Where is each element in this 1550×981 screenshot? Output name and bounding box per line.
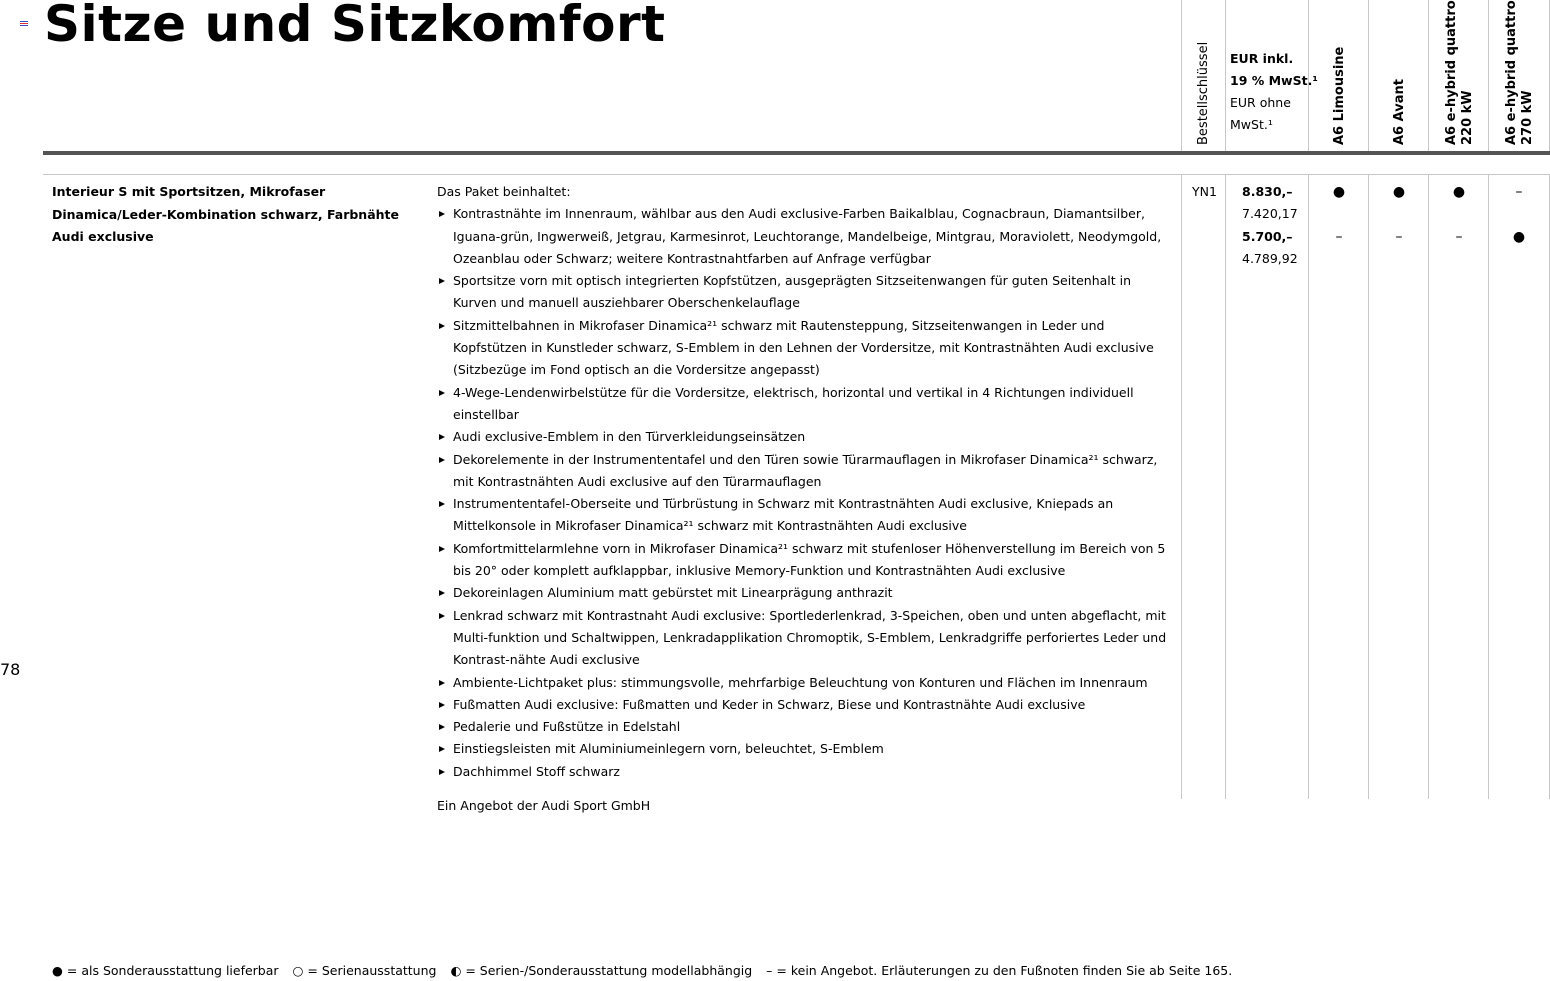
list-item: Kontrastnähte im Innenraum, wählbar aus den Audi exclusive-Farben Baikalblau, Cognacbraun, Diamantsilber, Iguana-grün, Ingwerweiß, Jetgrau, Karmesinrot, Leuchtorange, Mandelbeige, Mintgrau, Moraviolett, Neodymgold, Ozeanblau oder Schwarz; weitere Kontrastnahtfarben auf Anfrage verfügbar — [437, 203, 1177, 270]
color-marker-icon — [20, 21, 28, 27]
legend-optional: ● = als Sonderausstattung lieferbar — [52, 963, 279, 978]
legend-model-dependent: ◐ = Serien-/Sonderausstattung modellabhängig — [450, 963, 753, 978]
header-model-a6-ehybrid-220: A6 e-hybrid quattro 220 kW — [1444, 0, 1475, 145]
header-price-incl-1: EUR inkl. — [1230, 51, 1294, 66]
list-item: Dekorelemente in der Instrumententafel und den Türen sowie Türarmauflagen in Mikrofaser Dinamica²¹ schwarz, mit Kontrastnähten Audi exclusive auf den Türarmauflagen — [437, 449, 1177, 494]
order-code: YN1 — [1192, 184, 1217, 199]
availability-mark: – — [1455, 229, 1463, 245]
header-price-incl-2: 19 % MwSt.¹ — [1230, 73, 1318, 88]
page-number: 78 — [0, 660, 21, 679]
column-divider — [1428, 0, 1429, 151]
column-divider — [1181, 0, 1182, 151]
availability-mark: ● — [1452, 184, 1466, 200]
availability-mark: ● — [1332, 184, 1346, 200]
list-item: 4-Wege-Lendenwirbelstütze für die Vordersitze, elektrisch, horizontal und vertikal in 4 Richtungen individuell einstellbar — [437, 382, 1177, 427]
header-price-excl-2: MwSt.¹ — [1230, 117, 1273, 132]
column-divider — [1488, 0, 1489, 151]
header-model-a6-limousine: A6 Limousine — [1332, 46, 1347, 145]
header-rule — [43, 151, 1550, 155]
price-excl: 4.789,92 — [1242, 251, 1298, 267]
list-item: Instrumententafel-Oberseite und Türbrüstung in Schwarz mit Kontrastnähten Audi exclusive, Kniepads an Mittelkonsole in Mikrofaser Dinamica²¹ schwarz mit Kontrastnähten Audi exclusive — [437, 493, 1177, 538]
column-divider — [1428, 175, 1429, 799]
item-bullet-list — [437, 203, 1177, 783]
list-item: Pedalerie und Fußstütze in Edelstahl — [437, 716, 1177, 738]
list-item: Dachhimmel Stoff schwarz — [437, 761, 1177, 783]
list-item: Fußmatten Audi exclusive: Fußmatten und Keder in Schwarz, Biese und Kontrastnähte Audi exclusive — [437, 694, 1177, 716]
price-incl: 5.700,– — [1242, 229, 1293, 244]
list-item: Lenkrad schwarz mit Kontrastnaht Audi exclusive: Sportlederlenkrad, 3-Speichen, oben und unten abgeflacht, mit Multi-funktion und Schaltwippen, Lenkradapplikation Chromoptik, S-Emblem, Lenkradgriffe perforiertes Leder und Kontrast-nähte Audi exclusive — [437, 605, 1177, 672]
column-divider — [1488, 175, 1489, 799]
item-title: Interieur S mit Sportsitzen, Mikrofaser Dinamica/Leder-Kombination schwarz, Farbnähte Audi exclusive — [52, 184, 399, 244]
item-footer-note: Ein Angebot der Audi Sport GmbH — [437, 798, 651, 814]
column-divider — [1308, 175, 1309, 799]
list-item: Sportsitze vorn mit optisch integrierten Kopfstützen, ausgeprägten Sitzseitenwangen für guten Seitenhalt in Kurven und manuell ausziehbarer Oberschenkelauflage — [437, 270, 1177, 315]
header-price — [1230, 48, 1318, 136]
list-item: Audi exclusive-Emblem in den Türverkleidungseinsätzen — [437, 426, 1177, 448]
header-model-a6-ehybrid-270: A6 e-hybrid quattro 270 kW — [1504, 0, 1535, 145]
availability-mark: – — [1395, 229, 1403, 245]
legend — [52, 963, 1242, 978]
availability-mark: ● — [1392, 184, 1406, 200]
price-row-1 — [1242, 181, 1298, 226]
price-row-2 — [1242, 226, 1298, 271]
availability-mark: ● — [1512, 229, 1526, 245]
legend-not-offered: – = kein Angebot. Erläuterungen zu den Fußnoten finden Sie ab Seite 165. — [766, 963, 1233, 978]
column-divider — [1181, 175, 1182, 799]
header-price-excl-1: EUR ohne — [1230, 95, 1291, 110]
list-item: Sitzmittelbahnen in Mikrofaser Dinamica²¹ schwarz mit Rautensteppung, Sitzseitenwangen in Leder und Kopfstützen in Kunstleder schwarz, S-Emblem in den Lehnen der Vordersitze, mit Kontrastnähten Audi exclusive (Sitzbezüge im Fond optisch an die Vordersitze angepasst) — [437, 315, 1177, 382]
column-divider — [1368, 175, 1369, 799]
list-item: Dekoreinlagen Aluminium matt gebürstet mit Linearprägung anthrazit — [437, 582, 1177, 604]
row-rule — [43, 174, 1550, 175]
item-description — [437, 181, 1177, 817]
column-divider — [1368, 0, 1369, 151]
column-divider — [1225, 0, 1226, 151]
availability-mark: – — [1515, 184, 1523, 200]
list-item: Einstiegsleisten mit Aluminiumeinlegern vorn, beleuchtet, S-Emblem — [437, 738, 1177, 760]
price-excl: 7.420,17 — [1242, 206, 1298, 222]
item-intro: Das Paket beinhaltet: — [437, 184, 571, 199]
list-item: Komfortmittelarmlehne vorn in Mikrofaser Dinamica²¹ schwarz mit stufenloser Höhenverstellung im Bereich von 5 bis 20° oder komplett aufklappbar, inklusive Memory-Funktion und Kontrastnähten Audi exclusive — [437, 538, 1177, 583]
header-order-key: Bestellschlüssel — [1196, 41, 1211, 145]
legend-standard: ○ = Serienausstattung — [292, 963, 437, 978]
header-model-a6-avant: A6 Avant — [1392, 79, 1407, 145]
column-divider — [1225, 175, 1226, 799]
page-title: Sitze und Sitzkomfort — [44, 0, 666, 53]
list-item: Ambiente-Lichtpaket plus: stimmungsvolle, mehrfarbige Beleuchtung von Konturen und Flächen im Innenraum — [437, 672, 1177, 694]
availability-mark: – — [1335, 229, 1343, 245]
price-incl: 8.830,– — [1242, 184, 1293, 199]
